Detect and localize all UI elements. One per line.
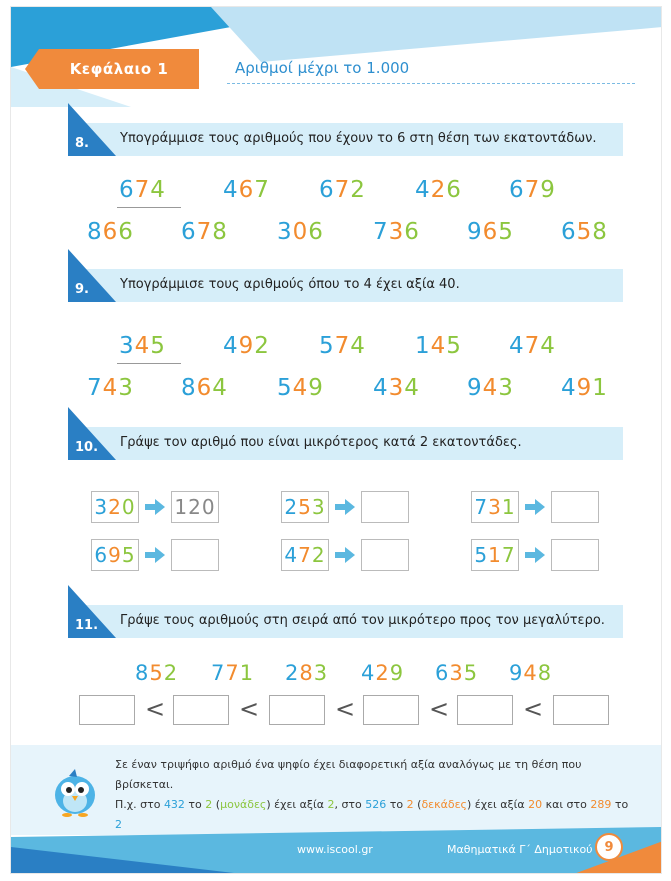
order-answer-box[interactable]: [363, 695, 419, 725]
source-number[interactable]: [284, 495, 325, 519]
digit: 9: [238, 333, 255, 359]
digit: 6: [509, 177, 525, 203]
digit: 7: [524, 177, 541, 203]
digit: 7: [225, 661, 240, 685]
digit: 4: [482, 375, 499, 401]
answer-box[interactable]: [551, 539, 599, 571]
exercise-9-number: 9.: [75, 282, 89, 297]
digit: 4: [523, 661, 538, 685]
digit: 2: [430, 177, 447, 203]
arrow-right-icon: [145, 499, 165, 515]
digit: 2: [311, 543, 326, 567]
number-item[interactable]: [509, 177, 556, 203]
digit: 7: [334, 177, 351, 203]
digit: 6: [482, 219, 499, 245]
source-number[interactable]: [284, 543, 325, 567]
digit: 3: [488, 495, 502, 519]
exercise-number-badge: [68, 103, 116, 156]
digit: 6: [435, 661, 450, 685]
digit: 2: [284, 495, 299, 519]
digit: 5: [121, 543, 136, 567]
number-item[interactable]: [415, 333, 462, 359]
digit: 2: [350, 177, 366, 203]
less-than-symbol: <: [335, 695, 356, 723]
exercise-number-badge: [68, 407, 116, 460]
digit: 6: [561, 219, 577, 245]
number-item[interactable]: [319, 177, 366, 203]
digit: 6: [94, 543, 109, 567]
digit: 7: [501, 543, 516, 567]
order-answer-box[interactable]: [79, 695, 135, 725]
footer-url[interactable]: www.iscool.gr: [297, 843, 373, 856]
digit: 4: [509, 333, 525, 359]
digit: 4: [212, 375, 228, 401]
order-answer-box[interactable]: [457, 695, 513, 725]
digit: 8: [87, 219, 103, 245]
digit: 6: [404, 219, 420, 245]
digit: 4: [430, 333, 447, 359]
digit: 5: [446, 333, 462, 359]
digit: 8: [181, 375, 197, 401]
info-text-segment: το: [386, 798, 407, 811]
digit: 4: [284, 543, 299, 567]
digit: 7: [524, 333, 541, 359]
digit: 8: [212, 219, 228, 245]
number-item[interactable]: [319, 333, 366, 359]
number-item[interactable]: [415, 177, 462, 203]
source-number-box: [281, 491, 329, 523]
source-number-box: [471, 539, 519, 571]
info-digit-2: 2: [406, 798, 414, 811]
number-item[interactable]: [467, 219, 514, 245]
order-answer-box[interactable]: [173, 695, 229, 725]
answer-box[interactable]: 120: [171, 491, 219, 523]
title-rule: [227, 83, 635, 84]
digit: 4: [561, 375, 577, 401]
digit: 3: [313, 661, 329, 685]
info-value-2: 20: [528, 798, 543, 811]
example-underline: [117, 207, 181, 208]
number-item[interactable]: [87, 219, 134, 245]
exercise-8-instruction: Υπογράμμισε τους αριθμούς που έχουν το 6 στη θέση των εκατοντάδων.: [120, 131, 597, 146]
exercise-8-number: 8.: [75, 136, 89, 151]
less-than-symbol: <: [145, 695, 166, 723]
number-item[interactable]: [467, 375, 514, 401]
info-digit-1: 2: [205, 798, 213, 811]
source-number-box: [281, 539, 329, 571]
digit: 5: [463, 661, 479, 685]
chapter-title: Αριθμοί μέχρι το 1.000: [235, 59, 410, 77]
digit: 7: [134, 177, 151, 203]
number-item[interactable]: [181, 219, 228, 245]
less-than-symbol: <: [429, 695, 450, 723]
order-number[interactable]: [211, 661, 254, 685]
digit: 5: [319, 333, 335, 359]
digit: 3: [118, 375, 134, 401]
digit: 3: [311, 495, 326, 519]
source-number[interactable]: [94, 543, 135, 567]
digit: 9: [467, 375, 483, 401]
info-place-2: δεκάδες: [421, 798, 467, 811]
digit: 8: [537, 661, 553, 685]
info-line-1: Σε έναν τριψήφιο αριθμό ένα ψηφίο έχει διαφορετική αξία αναλόγως με τη θέση που βρίσκεται.: [115, 758, 582, 791]
digit: 1: [415, 333, 431, 359]
exercise-10-bar: [68, 427, 623, 460]
order-number[interactable]: [285, 661, 328, 685]
digit: 4: [415, 177, 431, 203]
exercise-11-number: 11.: [75, 618, 99, 633]
digit: 2: [375, 661, 390, 685]
digit: 6: [102, 219, 119, 245]
digit: 4: [404, 375, 420, 401]
order-number[interactable]: [435, 661, 478, 685]
arrow-right-icon: [335, 547, 355, 563]
digit: 4: [102, 375, 119, 401]
info-number-1: 432: [163, 798, 185, 811]
exercise-9-bar: [68, 269, 623, 302]
order-number[interactable]: [361, 661, 404, 685]
digit: 5: [298, 495, 312, 519]
digit: 4: [292, 375, 309, 401]
info-text-segment: Π.χ. στο: [115, 798, 164, 811]
digit: 9: [467, 219, 483, 245]
info-text-segment: το: [184, 798, 206, 811]
digit: 0: [121, 495, 136, 519]
digit: 3: [388, 375, 405, 401]
order-number[interactable]: [135, 661, 178, 685]
info-number-3: 289: [590, 798, 612, 811]
answer-box[interactable]: [361, 491, 409, 523]
digit: 6: [238, 177, 255, 203]
digit: 5: [576, 219, 593, 245]
digit: 1: [592, 375, 608, 401]
info-text-segment: το: [611, 798, 629, 811]
digit: 4: [361, 661, 376, 685]
exercise-11-bar: [68, 605, 623, 638]
order-answer-box[interactable]: [553, 695, 609, 725]
source-number-box: [91, 491, 139, 523]
info-number-2: 526: [365, 798, 387, 811]
info-text-segment: ) έχει αξία: [266, 798, 328, 811]
digit: 6: [196, 375, 213, 401]
digit: 6: [118, 219, 134, 245]
digit: 9: [308, 375, 324, 401]
info-text-segment: , στο: [334, 798, 366, 811]
digit: 9: [108, 543, 122, 567]
digit: 4: [223, 333, 239, 359]
exercise-9-instruction: Υπογράμμισε τους αριθμούς όπου το 4 έχει αξία 40.: [120, 277, 460, 292]
number-item[interactable]: [373, 375, 420, 401]
info-place-1: μονάδες: [220, 798, 267, 811]
digit: 7: [373, 219, 389, 245]
number-item[interactable]: [119, 333, 166, 359]
digit: 3: [388, 219, 405, 245]
digit: 2: [163, 661, 179, 685]
exercise-number-badge: [68, 249, 116, 302]
digit: 7: [254, 177, 270, 203]
digit: 3: [498, 375, 514, 401]
exercise-11-instruction: Γράψε τους αριθμούς στη σειρά από τον μικρότερο προς τον μεγαλύτερο.: [120, 613, 605, 628]
digit: 5: [277, 375, 293, 401]
info-text-segment: ) έχει αξία: [467, 798, 529, 811]
number-item[interactable]: [119, 177, 166, 203]
info-text-segment: και στο: [542, 798, 591, 811]
number-item[interactable]: [223, 333, 270, 359]
digit: 3: [277, 219, 293, 245]
digit: 3: [119, 333, 135, 359]
digit: 1: [488, 543, 502, 567]
order-number[interactable]: [509, 661, 552, 685]
chapter-tab: Κεφάλαιο 1: [39, 49, 199, 89]
digit: 7: [298, 543, 312, 567]
digit: 2: [108, 495, 122, 519]
digit: 3: [94, 495, 109, 519]
arrow-right-icon: [335, 499, 355, 515]
digit: 9: [540, 177, 556, 203]
digit: 5: [150, 333, 166, 359]
exercise-number-badge: [68, 585, 116, 638]
number-item[interactable]: [277, 375, 324, 401]
digit: 8: [299, 661, 314, 685]
number-item[interactable]: [561, 219, 608, 245]
source-number[interactable]: [474, 543, 515, 567]
digit: 4: [373, 375, 389, 401]
digit: 7: [211, 661, 226, 685]
digit: 6: [119, 177, 135, 203]
digit: 4: [223, 177, 239, 203]
digit: 5: [498, 219, 514, 245]
digit: 7: [196, 219, 213, 245]
number-item[interactable]: [181, 375, 228, 401]
digit: 0: [292, 219, 309, 245]
worksheet-page: [10, 6, 662, 874]
order-answer-box[interactable]: [269, 695, 325, 725]
info-value-1: 2: [327, 798, 335, 811]
source-number[interactable]: [474, 495, 515, 519]
digit: 6: [181, 219, 197, 245]
less-than-symbol: <: [523, 695, 544, 723]
less-than-symbol: <: [239, 695, 260, 723]
digit: 5: [149, 661, 164, 685]
bird-mascot-icon: [49, 767, 101, 819]
number-item[interactable]: [509, 333, 556, 359]
exercise-8-bar: [68, 123, 623, 156]
digit: 5: [474, 543, 489, 567]
exercise-10-number: 10.: [75, 440, 99, 455]
number-item[interactable]: [223, 177, 270, 203]
digit: 9: [576, 375, 593, 401]
digit: 9: [389, 661, 405, 685]
digit: 6: [319, 177, 335, 203]
digit: 1: [501, 495, 516, 519]
digit: 6: [308, 219, 324, 245]
footer-book-title: Μαθηματικά Γ΄ Δημοτικού: [447, 843, 593, 856]
digit: 7: [334, 333, 351, 359]
example-underline: [117, 363, 181, 364]
digit: 2: [285, 661, 300, 685]
digit: 4: [540, 333, 556, 359]
digit: 7: [87, 375, 103, 401]
digit: 9: [509, 661, 524, 685]
exercise-10-instruction: Γράψε τον αριθμό που είναι μικρότερος κατά 2 εκατοντάδες.: [120, 435, 522, 450]
source-number-box: [91, 539, 139, 571]
digit: 4: [150, 177, 166, 203]
number-item[interactable]: [373, 219, 420, 245]
source-number-box: [471, 491, 519, 523]
answer-box[interactable]: [551, 491, 599, 523]
arrow-right-icon: [525, 547, 545, 563]
digit: 4: [134, 333, 151, 359]
digit: 4: [350, 333, 366, 359]
source-number[interactable]: [94, 495, 135, 519]
arrow-right-icon: [525, 499, 545, 515]
digit: 2: [254, 333, 270, 359]
digit: 8: [135, 661, 150, 685]
arrow-right-icon: [145, 547, 165, 563]
number-item[interactable]: [87, 375, 134, 401]
answer-box[interactable]: [171, 539, 219, 571]
answer-box[interactable]: [361, 539, 409, 571]
digit: 1: [239, 661, 255, 685]
info-line-2: Π.χ. στο 432 το 2 (μονάδες) έχει αξία 2, στο 526 το 2 (δεκάδες) έχει αξία 20 και στο 289 το 2: [115, 798, 629, 831]
digit: 7: [474, 495, 489, 519]
number-item[interactable]: [561, 375, 608, 401]
digit: 6: [446, 177, 462, 203]
number-item[interactable]: [277, 219, 324, 245]
page-number: 9: [595, 833, 623, 861]
info-digit-3: 2: [115, 818, 122, 831]
digit: 8: [592, 219, 608, 245]
digit: 3: [449, 661, 464, 685]
